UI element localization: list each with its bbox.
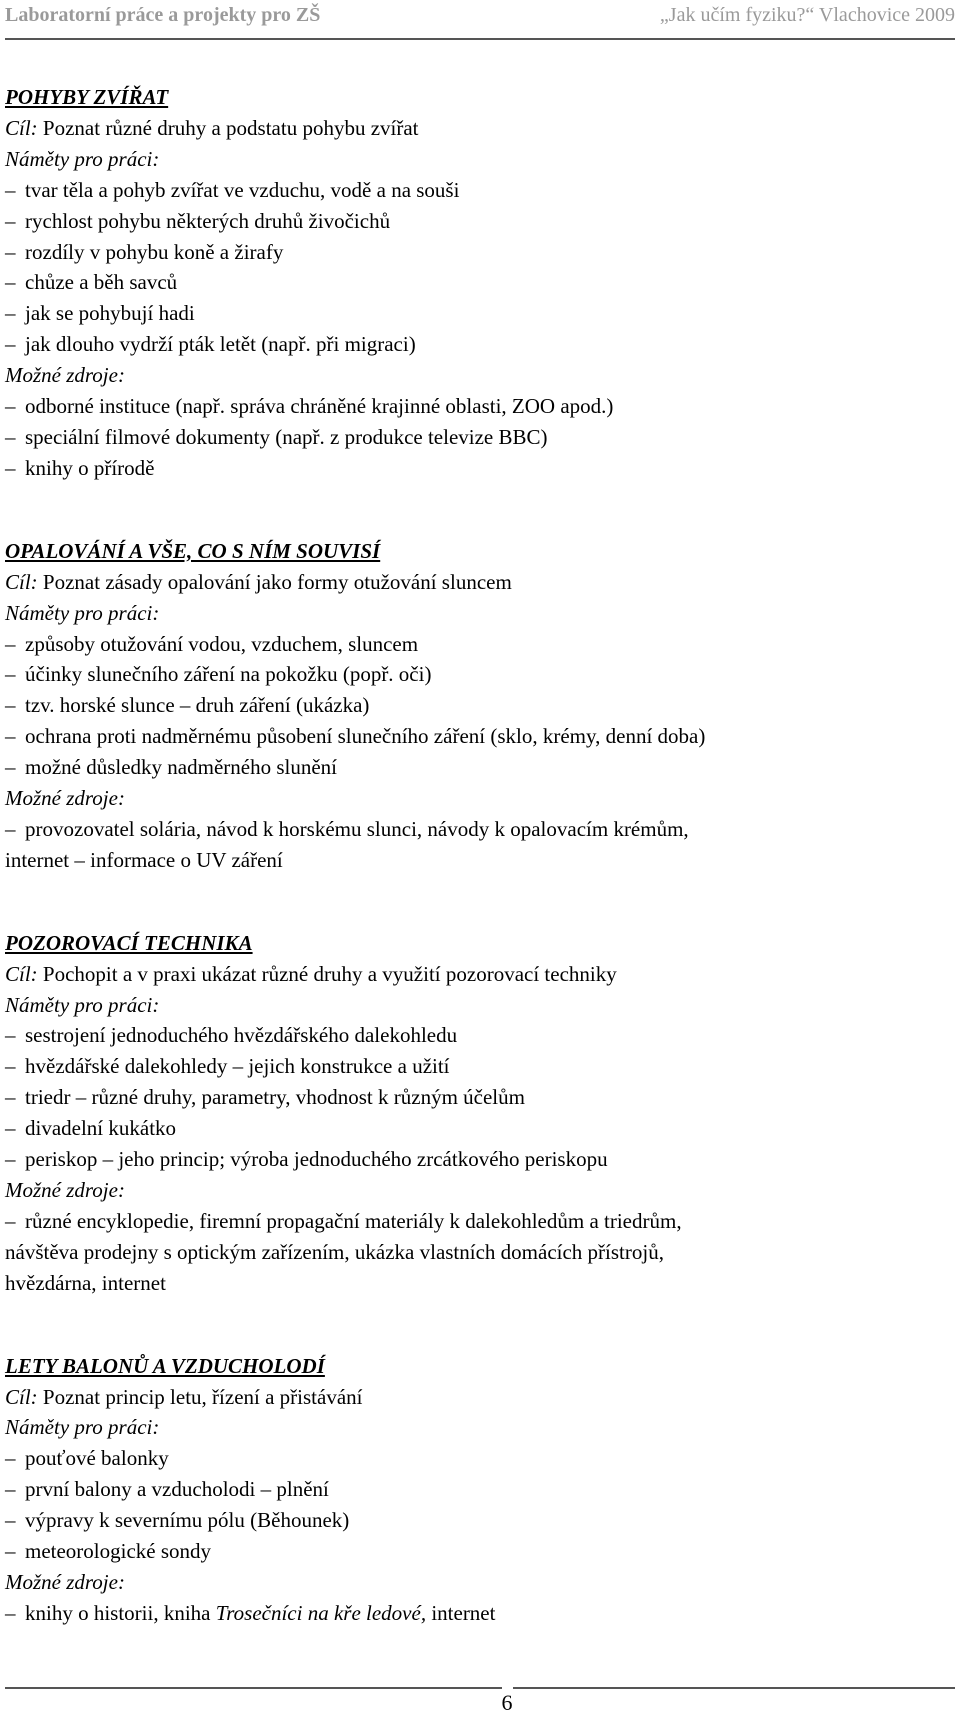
idea-item-text: výpravy k severnímu pólu (Běhounek) (25, 1508, 350, 1533)
goal-line-text: Pochopit a v praxi ukázat různé druhy a využití pozorovací techniky (42, 961, 617, 986)
ideas-heading-label: Náměty pro práci: (5, 992, 160, 1017)
goal-line-label: Cíl: (5, 115, 38, 140)
sources-heading (5, 1175, 955, 1206)
source-text-pre: knihy o historii, kniha (25, 1600, 216, 1625)
idea-item-text: rychlost pohybu některých druhů živočichů (25, 208, 391, 233)
goal-line (5, 959, 955, 990)
idea-item (5, 1082, 955, 1113)
idea-item-text: divadelní kukátko (25, 1116, 177, 1141)
dash-bullet: – (5, 1539, 16, 1564)
dash-bullet: – (5, 1446, 16, 1471)
source-continuation: internet – informace o UV záření (5, 847, 283, 872)
source-item (5, 1206, 955, 1237)
idea-item (5, 1536, 955, 1567)
sources-heading-label: Možné zdroje: (5, 786, 125, 811)
dash-bullet: – (5, 1085, 16, 1110)
page-number-text: 6 (502, 1686, 513, 1720)
idea-item-text: první balony a vzducholodi – plnění (25, 1477, 329, 1502)
goal-line (5, 567, 955, 598)
source-item (5, 391, 955, 422)
section-1 (5, 82, 955, 484)
sources-heading-label: Možné zdroje: (5, 1569, 125, 1594)
source-item (5, 422, 955, 453)
idea-item-text: ochrana proti nadměrnému působení slunečního záření (sklo, krémy, denní doba) (25, 724, 706, 749)
idea-item (5, 1144, 955, 1175)
dash-bullet: – (5, 1147, 16, 1172)
idea-item-text: meteorologické sondy (25, 1539, 212, 1564)
section-3 (5, 928, 955, 1299)
dash-bullet: – (5, 1600, 16, 1625)
goal-line (5, 113, 955, 144)
idea-item-text: možné důsledky nadměrného slunění (25, 755, 338, 780)
dash-bullet: – (5, 1477, 16, 1502)
idea-item-text: triedr – různé druhy, parametry, vhodnost k různým účelům (25, 1085, 525, 1110)
source-item-text: odborné instituce (např. správa chráněné krajinné oblasti, ZOO apod.) (25, 394, 614, 419)
idea-item (5, 267, 955, 298)
section-title: POZOROVACÍ TECHNIKA (5, 930, 253, 955)
dash-bullet: – (5, 177, 16, 202)
goal-line-text: Poznat zásady opalování jako formy otužování sluncem (42, 569, 512, 594)
idea-item (5, 206, 955, 237)
dash-bullet: – (5, 208, 16, 233)
ideas-heading-label: Náměty pro práci: (5, 600, 160, 625)
dash-bullet: – (5, 1023, 16, 1048)
dash-bullet: – (5, 424, 16, 449)
idea-item-text: účinky slunečního záření na pokožku (popř. oči) (25, 662, 432, 687)
idea-item (5, 1505, 955, 1536)
idea-item (5, 1113, 955, 1144)
page-number (0, 1686, 960, 1720)
ideas-heading (5, 598, 955, 629)
source-continuation: hvězdárna, internet (5, 1270, 166, 1295)
ideas-heading (5, 144, 955, 175)
header-event: „Jak učím fyziku?“ Vlachovice 2009 (659, 4, 955, 26)
idea-item (5, 1051, 955, 1082)
idea-item-text: způsoby otužování vodou, vzduchem, sluncem (25, 631, 419, 656)
dash-bullet: – (5, 239, 16, 264)
idea-item (5, 237, 955, 268)
idea-item (5, 752, 955, 783)
source-item-text: provozovatel solária, návod k horskému slunci, návody k opalovacím krémům, (25, 816, 689, 841)
dash-bullet: – (5, 662, 16, 687)
idea-item-text: tzv. horské slunce – druh záření (ukázka) (25, 693, 370, 718)
section-2 (5, 536, 955, 876)
document-body (5, 82, 955, 1681)
source-text-post: internet (426, 1600, 496, 1625)
dash-bullet: – (5, 1508, 16, 1533)
sources-heading (5, 783, 955, 814)
dash-bullet: – (5, 1116, 16, 1141)
dash-bullet: – (5, 301, 16, 326)
idea-item (5, 629, 955, 660)
idea-item-text: jak dlouho vydrží pták letět (např. při migraci) (25, 332, 416, 357)
running-header (5, 4, 955, 36)
ideas-heading (5, 990, 955, 1021)
source-item-text: různé encyklopedie, firemní propagační materiály k dalekohledům a triedrům, (25, 1208, 682, 1233)
idea-item (5, 690, 955, 721)
goal-line (5, 1382, 955, 1413)
idea-item-text: tvar těla a pohyb zvířat ve vzduchu, vodě a na souši (25, 177, 460, 202)
sources-heading (5, 1567, 955, 1598)
source-item (5, 453, 955, 484)
idea-item (5, 659, 955, 690)
idea-item-text: jak se pohybují hadi (25, 301, 195, 326)
idea-item (5, 329, 955, 360)
ideas-heading-label: Náměty pro práci: (5, 146, 160, 171)
source-item-text: knihy o přírodě (25, 455, 155, 480)
section-title: LETY BALONŮ A VZDUCHOLODÍ (5, 1353, 325, 1378)
dash-bullet: – (5, 724, 16, 749)
sources-heading (5, 360, 955, 391)
goal-line-label: Cíl: (5, 961, 38, 986)
idea-item-text: rozdíly v pohybu koně a žirafy (25, 239, 284, 264)
dash-bullet: – (5, 693, 16, 718)
dash-bullet: – (5, 1054, 16, 1079)
book-title: Trosečníci na kře ledové, (215, 1600, 427, 1625)
section-4 (5, 1351, 955, 1629)
idea-item-text: periskop – jeho princip; výroba jednoduchého zrcátkového periskopu (25, 1147, 608, 1172)
header-divider (5, 38, 955, 40)
header-title: Laboratorní práce a projekty pro ZŠ (5, 4, 321, 26)
idea-item-text: chůze a běh savců (25, 270, 178, 295)
dash-bullet: – (5, 455, 16, 480)
dash-bullet: – (5, 631, 16, 656)
source-continuation: návštěva prodejny s optickým zařízením, ukázka vlastních domácích přístrojů, (5, 1239, 664, 1264)
idea-item-text: sestrojení jednoduchého hvězdářského dalekohledu (25, 1023, 458, 1048)
sources-heading-label: Možné zdroje: (5, 363, 125, 388)
idea-item-text: hvězdářské dalekohledy – jejich konstrukce a užití (25, 1054, 450, 1079)
idea-item-text: pouťové balonky (25, 1446, 169, 1471)
source-item (5, 814, 955, 845)
source-item-text: speciální filmové dokumenty (např. z produkce televize BBC) (25, 424, 548, 449)
idea-item (5, 721, 955, 752)
dash-bullet: – (5, 816, 16, 841)
section-title: OPALOVÁNÍ A VŠE, CO S NÍM SOUVISÍ (5, 538, 381, 563)
sources-heading-label: Možné zdroje: (5, 1178, 125, 1202)
idea-item (5, 175, 955, 206)
idea-item (5, 1474, 955, 1505)
source-item (5, 1598, 955, 1629)
dash-bullet: – (5, 332, 16, 357)
dash-bullet: – (5, 394, 16, 419)
ideas-heading (5, 1412, 955, 1443)
ideas-heading-label: Náměty pro práci: (5, 1415, 160, 1440)
idea-item (5, 1443, 955, 1474)
dash-bullet: – (5, 270, 16, 295)
dash-bullet: – (5, 755, 16, 780)
idea-item (5, 298, 955, 329)
idea-item (5, 1020, 955, 1051)
goal-line-text: Poznat princip letu, řízení a přistávání (42, 1384, 363, 1409)
goal-line-label: Cíl: (5, 569, 38, 594)
dash-bullet: – (5, 1208, 16, 1233)
goal-line-label: Cíl: (5, 1384, 38, 1409)
goal-line-text: Poznat různé druhy a podstatu pohybu zvířat (42, 115, 419, 140)
section-title: POHYBY ZVÍŘAT (5, 85, 169, 109)
